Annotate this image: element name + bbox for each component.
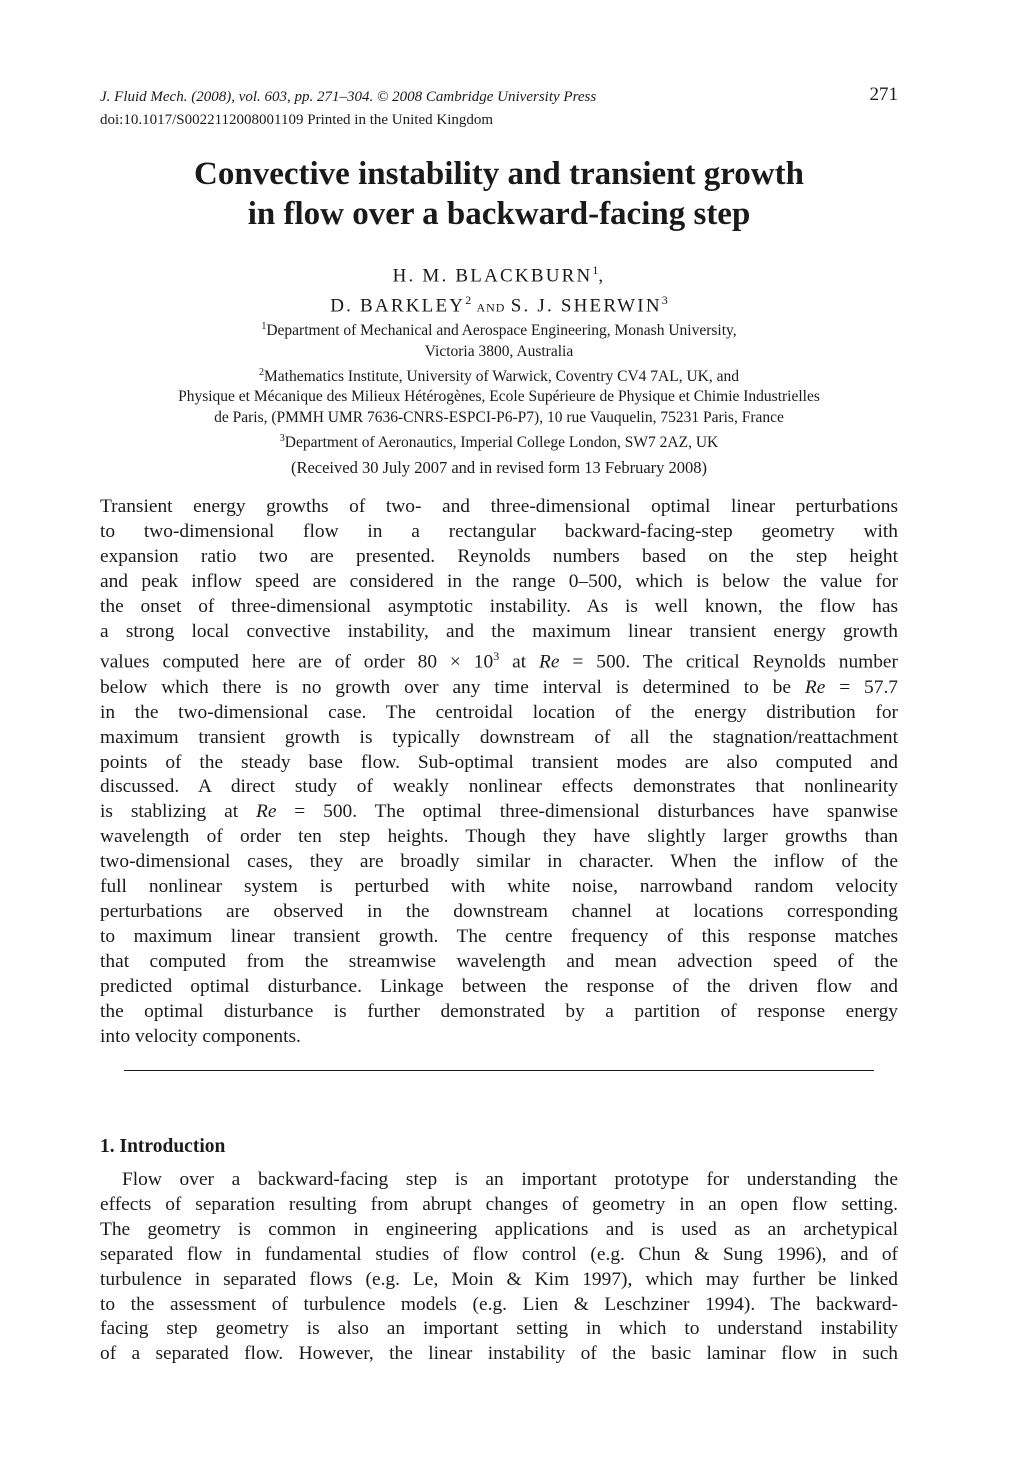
- affiliation-line: [90, 363, 908, 388]
- body-line: turbulence in separated flows (e.g. Le, Moin & Kim 1997), which may further be linked: [100, 1268, 898, 1290]
- received-dates: (Received 30 July 2007 and in revised form 13 February 2008): [290, 458, 708, 477]
- abstract-line: a strong local convective instability, and the maximum linear transient energy growth: [100, 620, 898, 642]
- author-affil-mark: 3: [661, 293, 668, 308]
- abstract-line: expansion ratio two are presented. Reynolds numbers based on the step height: [100, 545, 898, 567]
- exponent: 3: [493, 649, 500, 664]
- author-line-1: [100, 258, 898, 288]
- section-heading: 1. Introduction: [100, 1136, 226, 1157]
- body-line: effects of separation resulting from abrupt changes of geometry in an open flow setting.: [100, 1193, 898, 1215]
- abstract-line: [100, 676, 898, 701]
- text-run: is stablizing at: [100, 801, 256, 823]
- affiliation-line: [90, 317, 908, 342]
- abstract-line: the optimal disturbance is further demonstrated by a partition of response energy: [100, 1000, 898, 1022]
- abstract-line: in the two-dimensional case. The centroidal location of the energy distribution for: [100, 701, 898, 723]
- abstract-line: the onset of three-dimensional asymptotic instability. As is well known, the flow has: [100, 595, 898, 617]
- body-line: to the assessment of turbulence models (e.g. Lien & Leschziner 1994). The backward-: [100, 1293, 898, 1315]
- introduction-body: [100, 1168, 898, 1367]
- affil-mark: 3: [279, 432, 285, 444]
- body-line: facing step geometry is also an important setting in which to understand instability: [100, 1318, 898, 1340]
- author-list: [100, 258, 898, 319]
- math-symbol: Re: [804, 676, 826, 698]
- author-affil-mark: 2: [465, 293, 472, 308]
- body-line: Flow over a backward-facing step is an important prototype for understanding the: [122, 1169, 898, 1190]
- abstract-line: wavelength of order ten step heights. Though they have slightly larger growths than: [100, 826, 898, 848]
- abstract-line: two-dimensional cases, they are broadly similar in character. When the inflow of the: [100, 851, 898, 873]
- affil-text: Mathematics Institute, University of Warwick, Coventry CV4 7AL, UK, and: [263, 367, 739, 385]
- affil-mark: 1: [261, 321, 267, 332]
- author-affil-mark: 1: [592, 263, 599, 277]
- text-run: = 57.7: [825, 676, 898, 698]
- body-line: The geometry is common in engineering applications and is used as an archetypical: [100, 1218, 898, 1240]
- abstract-divider: [124, 1070, 874, 1071]
- author-line-2: [100, 288, 898, 318]
- author-blackburn: H. M. BLACKBURN: [392, 265, 593, 287]
- abstract-line: [100, 644, 898, 675]
- text-run: at: [499, 651, 540, 673]
- affiliation-line: de Paris, (PMMH UMR 7636-CNRS-ESPCI-P6-P7), 10 rue Vauquelin, 75231 Paris, France: [214, 409, 784, 427]
- math-symbol: Re: [539, 651, 560, 673]
- text-run: below which there is no growth over any time interval is determined to be: [100, 676, 805, 698]
- title-line-2: in flow over a backward-facing step: [247, 196, 751, 232]
- title-line-1: Convective instability and transient growth: [194, 156, 804, 192]
- paper-title: [100, 154, 898, 234]
- abstract-line: [100, 800, 898, 825]
- affiliations: [90, 317, 908, 454]
- affil-text: Department of Aeronautics, Imperial College London, SW7 2AZ, UK: [284, 433, 719, 451]
- author-sherwin: S. J. SHERWIN: [510, 295, 662, 317]
- abstract-line: to maximum linear transient growth. The centre frequency of this response matches: [100, 925, 898, 947]
- text-run: = 500. The optimal three-dimensional disturbances have spanwise: [276, 801, 898, 823]
- page-number: 271: [869, 84, 898, 105]
- affil-mark: 2: [258, 366, 264, 378]
- affiliation-line: Physique et Mécanique des Milieux Hétérogènes, Ecole Supérieure de Physique et Chimie Industrielles: [178, 388, 820, 406]
- abstract-line: points of the steady base flow. Sub-optimal transient modes are also computed and: [100, 751, 898, 773]
- body-line: of a separated flow. However, the linear instability of the basic laminar flow in such: [100, 1343, 898, 1365]
- text-run: values computed here are of order 80 × 10: [100, 651, 494, 673]
- journal-citation: J. Fluid Mech. (2008), vol. 603, pp. 271–304. © 2008 Cambridge University Press: [100, 89, 597, 105]
- abstract-line: full nonlinear system is perturbed with white noise, narrowband random velocity: [100, 876, 898, 898]
- text-run: = 500. The critical Reynolds number: [559, 651, 898, 673]
- abstract-line: and peak inflow speed are considered in the range 0–500, which is below the value for: [100, 570, 898, 592]
- author-conjunction: and: [471, 296, 511, 316]
- abstract-line: perturbations are observed in the downstream channel at locations corresponding: [100, 900, 898, 922]
- affil-text: Department of Mechanical and Aerospace Engineering, Monash University,: [266, 322, 737, 340]
- body-line: separated flow in fundamental studies of flow control (e.g. Chun & Sung 1996), and of: [100, 1243, 898, 1265]
- abstract-line: maximum transient growth is typically downstream of all the stagnation/reattachment: [100, 726, 898, 748]
- doi-line: doi:10.1017/S0022112008001109 Printed in the United Kingdom: [100, 112, 494, 128]
- math-symbol: Re: [255, 801, 277, 823]
- abstract-line: Transient energy growths of two- and three-dimensional optimal linear perturbations: [100, 496, 898, 517]
- affiliation-line: Victoria 3800, Australia: [424, 342, 574, 360]
- abstract-line: discussed. A direct study of weakly nonlinear effects demonstrates that nonlinearity: [100, 776, 898, 798]
- affiliation-line: [90, 429, 908, 454]
- abstract-line: that computed from the streamwise wavelength and mean advection speed of the: [100, 950, 898, 972]
- abstract-line: to two-dimensional flow in a rectangular backward-facing-step geometry with: [100, 520, 898, 542]
- author-separator: ,: [598, 265, 606, 287]
- abstract-line: into velocity components.: [100, 1025, 301, 1047]
- abstract: [100, 495, 898, 1049]
- running-head: [100, 86, 898, 132]
- author-barkley: D. BARKLEY: [330, 295, 466, 317]
- abstract-line: predicted optimal disturbance. Linkage between the response of the driven flow and: [100, 975, 898, 997]
